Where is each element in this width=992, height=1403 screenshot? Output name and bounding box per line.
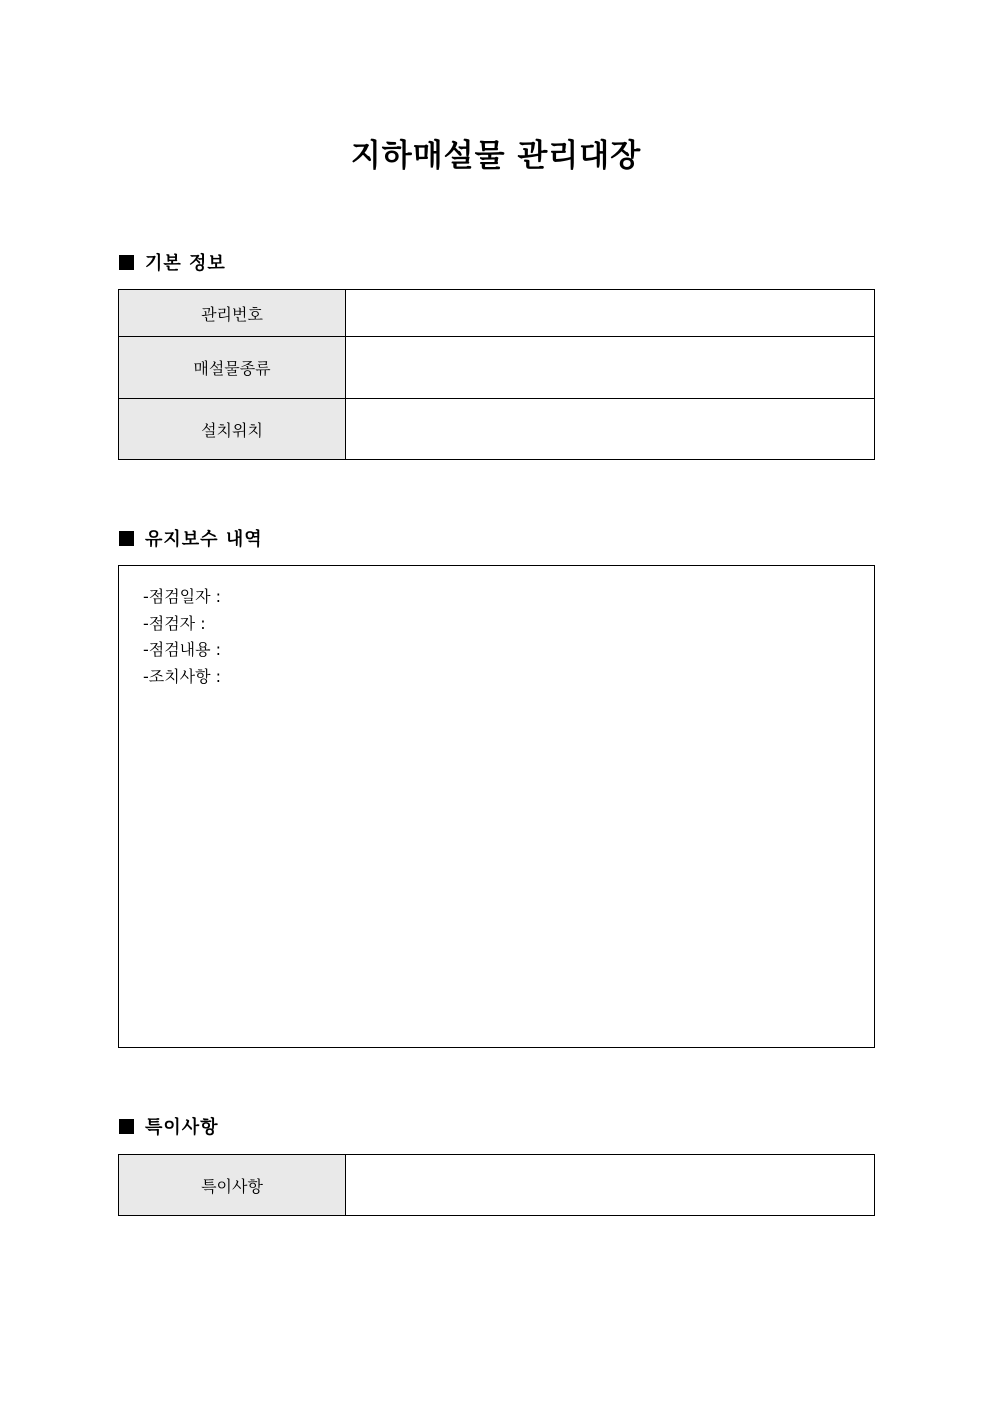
maintenance-field-list [143,584,221,690]
inspection-date-line: -점검일자 : [143,587,222,606]
square-bullet-icon [119,531,134,546]
basic-info-table [118,289,875,460]
remarks-table [118,1154,875,1216]
install-location-label: 설치위치 [119,399,346,460]
table-row [119,290,875,337]
square-bullet-icon [119,1119,134,1134]
section-heading-maintenance [119,528,263,552]
section-heading-basic-info [119,252,226,276]
remarks-label: 특이사항 [119,1155,346,1216]
install-location-field[interactable] [346,399,875,460]
management-number-label: 관리번호 [119,290,346,337]
section-heading-text: 유지보수 내역 [145,529,263,550]
facility-type-label: 매설물종류 [119,337,346,399]
section-heading-text: 기본 정보 [145,253,226,274]
action-taken-line: -조치사항 : [143,666,222,686]
table-row [119,1155,875,1216]
table-row [119,399,875,460]
section-heading-remarks [119,1116,219,1140]
management-number-field[interactable] [346,290,875,337]
facility-type-field[interactable] [346,337,875,399]
table-row [119,337,875,399]
page-title: 지하매설물 관리대장 [350,138,642,174]
section-heading-text: 특이사항 [145,1117,219,1138]
maintenance-record-box[interactable] [118,565,875,1048]
square-bullet-icon [119,255,134,270]
inspector-line: -점검자 : [143,613,206,633]
inspection-content-line: -점검내용 : [143,640,222,659]
remarks-field[interactable] [346,1155,875,1216]
